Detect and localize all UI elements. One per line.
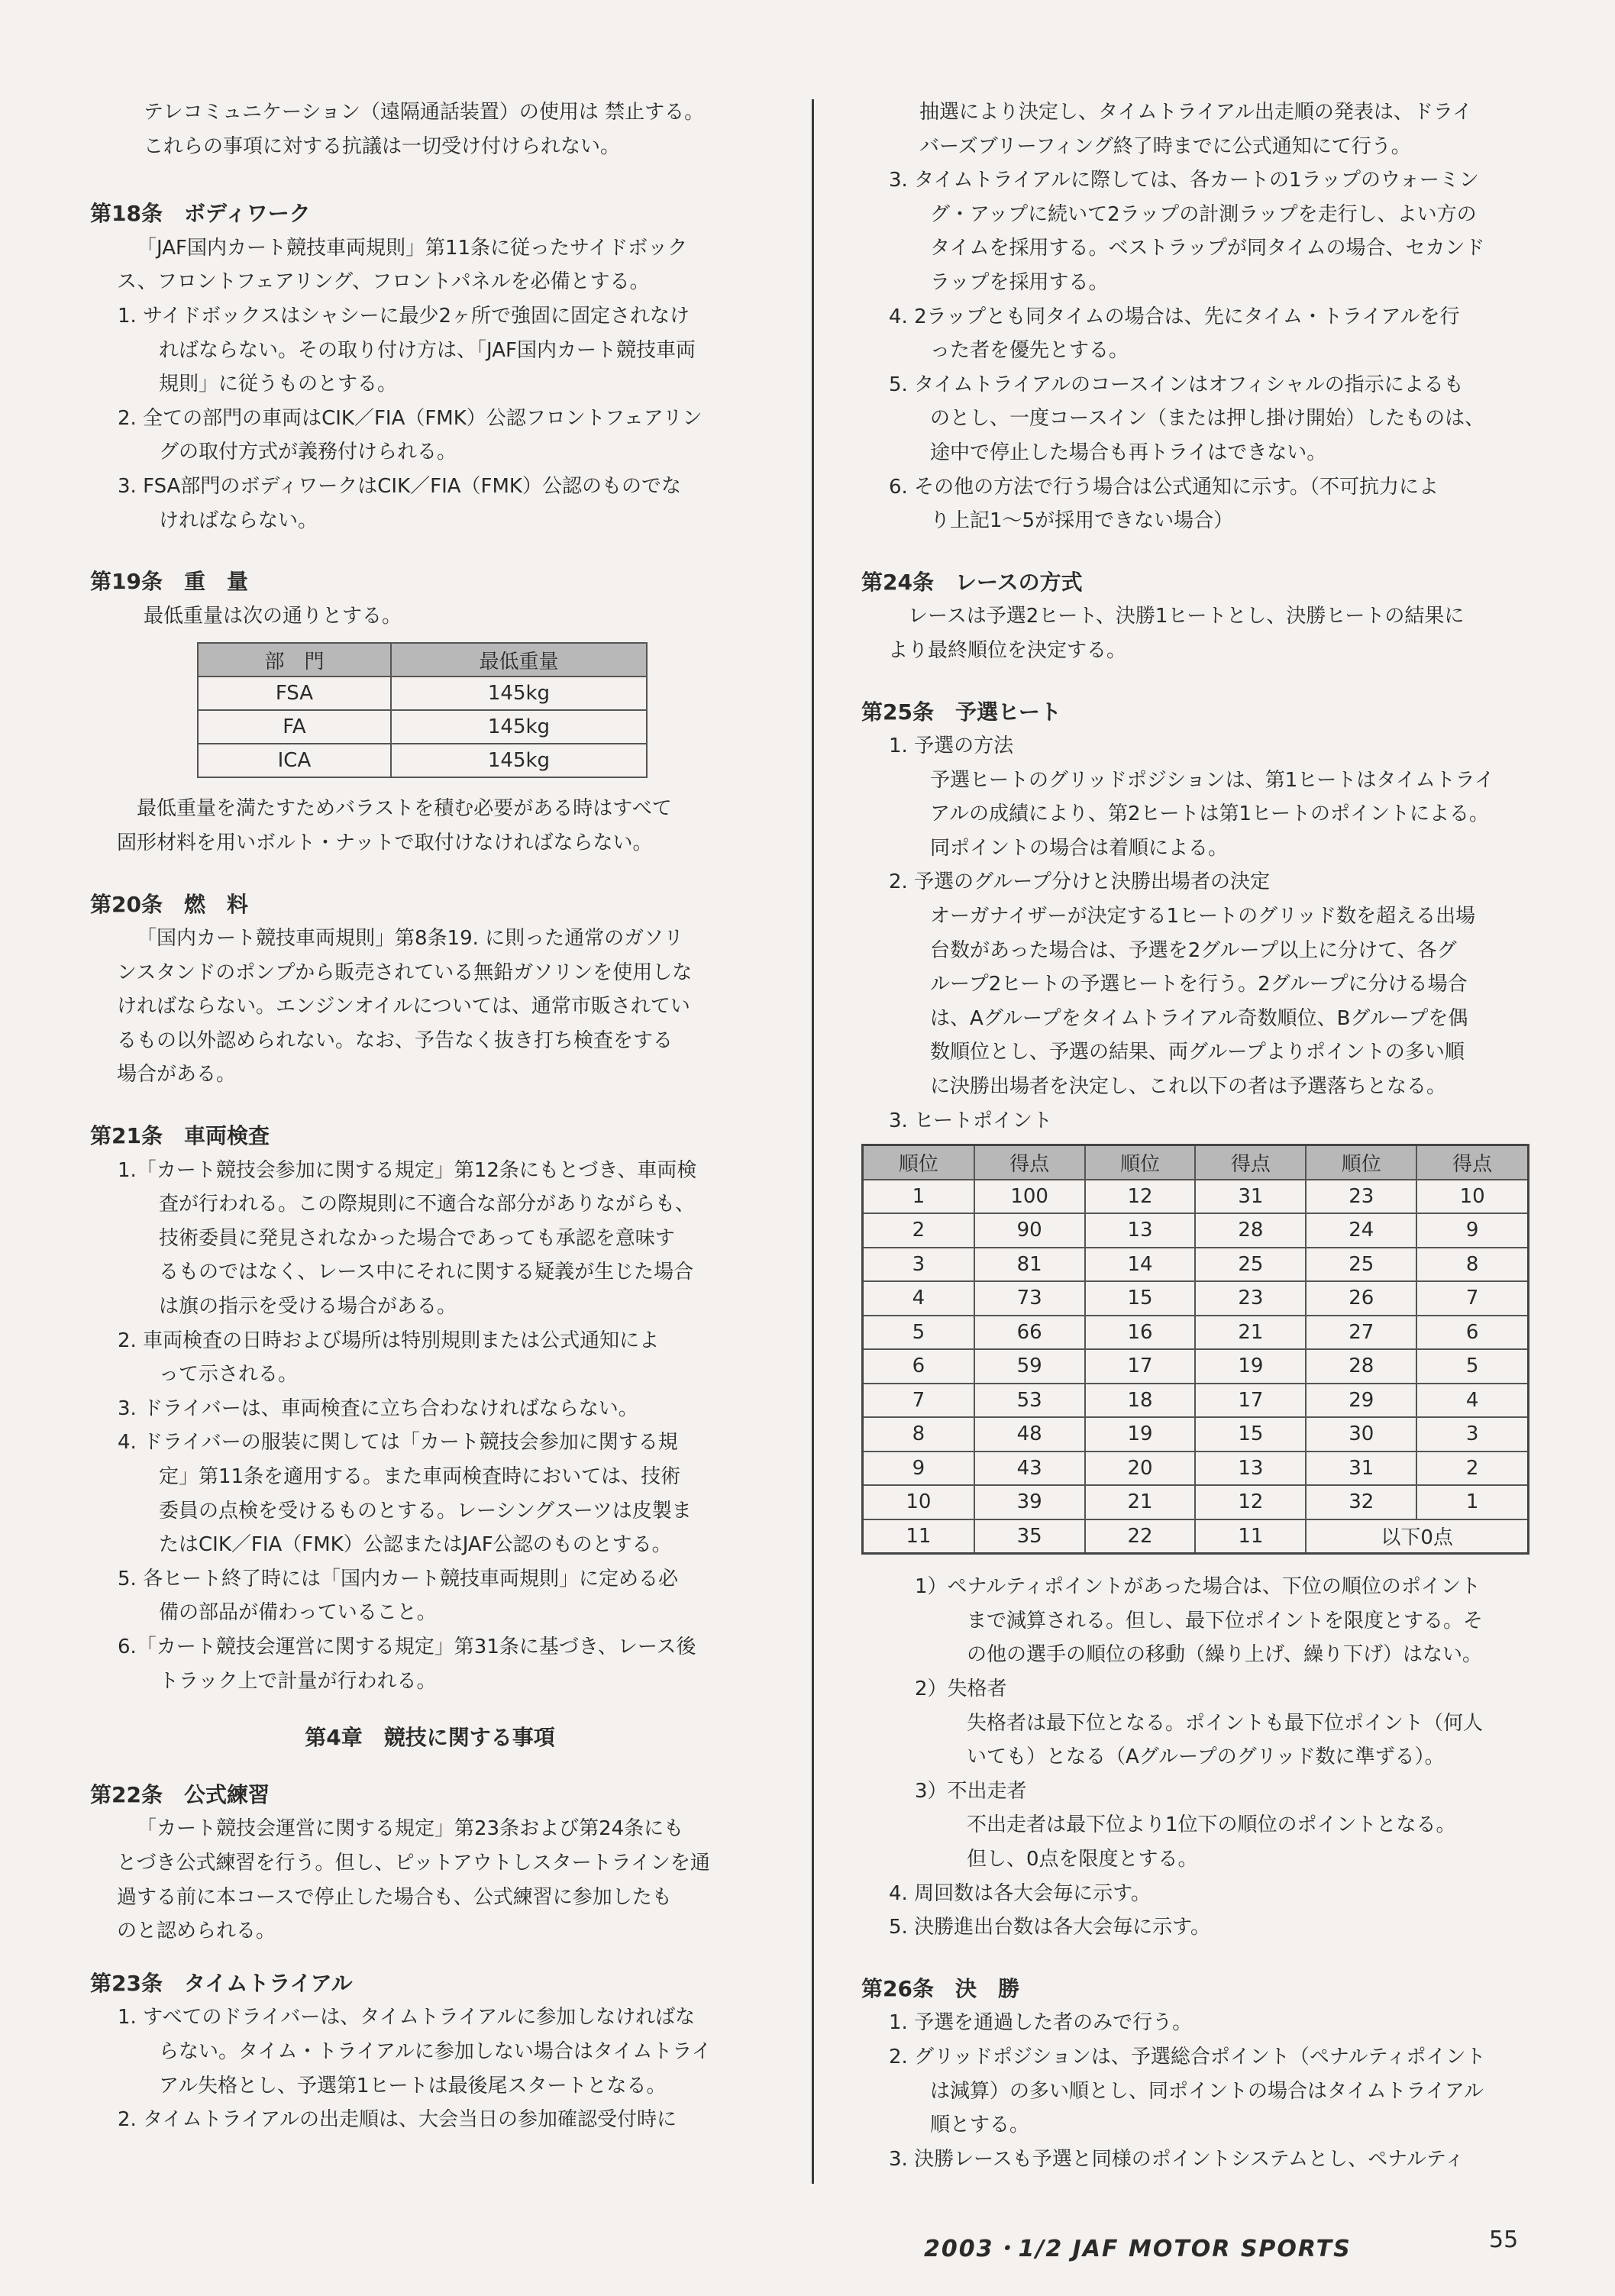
table-row xyxy=(863,1417,1529,1452)
table-cell: 145kg xyxy=(391,744,647,777)
text-line: 場合がある。 xyxy=(117,1063,237,1087)
table-cell: 31 xyxy=(1195,1180,1306,1214)
table-cell: 66 xyxy=(974,1316,1085,1350)
article-21-title: 第21条 車両検査 xyxy=(90,1123,270,1149)
table-cell: 15 xyxy=(1195,1417,1306,1452)
list-item: 3. タイムトライアルに際しては、各カートの1ラップのウォーミン xyxy=(889,169,1479,192)
table-cell: 28 xyxy=(1306,1349,1416,1384)
text-line: は旗の指示を受ける場合がある。 xyxy=(159,1295,457,1319)
article-20-title: 第20条 燃 料 xyxy=(90,891,248,917)
text-line: ければならない。エンジンオイルについては、通常市販されてい xyxy=(117,995,690,1019)
table-cell: 12 xyxy=(1085,1180,1196,1214)
text-line: 最低重量を満たすためバラストを積む必要がある時はすべて xyxy=(137,797,672,821)
text-line: バーズブリーフィング終了時までに公式通知にて行う。 xyxy=(919,134,1411,158)
text-line: より最終順位を決定する。 xyxy=(888,638,1127,662)
table-cell: 48 xyxy=(974,1417,1085,1452)
table-header: 最低重量 xyxy=(391,643,647,677)
table-cell: 18 xyxy=(1085,1384,1196,1418)
text-line: 但し、0点を限度とする。 xyxy=(967,1847,1198,1871)
table-cell: 27 xyxy=(1306,1316,1416,1350)
right-column xyxy=(861,95,1533,2176)
text-line: のと認められる。 xyxy=(117,1920,276,1943)
text-line: 途中で停止した場合も再トライはできない。 xyxy=(930,441,1327,464)
list-item: 1. 予選の方法 xyxy=(889,735,1014,758)
text-line: 技術委員に発見されなかった場合であっても承認を意味す xyxy=(159,1226,675,1250)
table-row xyxy=(863,1349,1529,1384)
table-cell: 以下0点 xyxy=(1306,1519,1528,1554)
text-line: のとし、一度コースイン（または押し掛け開始）したものは、 xyxy=(930,407,1485,431)
text-line: って示される。 xyxy=(159,1363,299,1387)
text-line: は、Aグループをタイムトライアル奇数順位、Bグループを偶 xyxy=(930,1006,1468,1030)
weight-table xyxy=(197,642,648,778)
table-cell: 53 xyxy=(974,1384,1085,1418)
text-line: 数順位とし、予選の結果、両グループよりポイントの多い順 xyxy=(930,1041,1465,1064)
table-cell: 24 xyxy=(1306,1213,1416,1248)
list-item: 2. 車両検査の日時および場所は特別規則または公式通知によ xyxy=(118,1329,660,1352)
article-18-title: 第18条 ボディワーク xyxy=(90,201,311,227)
table-row xyxy=(863,1519,1529,1554)
text-line: 不出走者は最下位より1位下の順位のポイントとなる。 xyxy=(967,1813,1456,1837)
text-line: トラック上で計量が行われる。 xyxy=(159,1669,437,1693)
list-item: 3. FSA部門のボディワークはCIK／FIA（FMK）公認のものでな xyxy=(118,474,681,498)
table-row xyxy=(863,1384,1529,1418)
table-cell: 7 xyxy=(863,1384,974,1418)
table-cell: 1 xyxy=(1416,1485,1528,1519)
table-cell: 7 xyxy=(1416,1281,1528,1316)
left-column xyxy=(90,95,770,2137)
text-line: これらの事項に対する抗議は一切受け付けられない。 xyxy=(144,134,621,158)
table-cell: 59 xyxy=(974,1349,1085,1384)
table-header: 得点 xyxy=(1195,1145,1306,1180)
text-line: オーガナイザーが決定する1ヒートのグリッド数を超える出場 xyxy=(930,905,1476,928)
table-cell: 100 xyxy=(974,1180,1085,1214)
list-item: 4. 周回数は各大会毎に示す。 xyxy=(889,1881,1151,1905)
text-line: に決勝出場者を決定し、これ以下の者は予選落ちとなる。 xyxy=(930,1075,1447,1099)
table-cell: 4 xyxy=(1416,1384,1528,1418)
table-cell: 17 xyxy=(1085,1349,1196,1384)
table-cell: 22 xyxy=(1085,1519,1196,1554)
table-cell: 13 xyxy=(1195,1452,1306,1486)
table-cell: 17 xyxy=(1195,1384,1306,1418)
list-item: 2. 全ての部門の車両はCIK／FIA（FMK）公認フロントフェアリン xyxy=(118,406,703,430)
text-line: ラップを採用する。 xyxy=(930,270,1109,294)
text-line: テレコミュニケーション（遠隔通話装置）の使用は 禁止する。 xyxy=(144,101,705,124)
list-item: 3. 決勝レースも予選と同様のポイントシステムとし、ペナルティ xyxy=(889,2147,1465,2171)
table-cell: 9 xyxy=(863,1452,974,1486)
text-line: とづき公式練習を行う。但し、ピットアウトしスタートラインを通 xyxy=(117,1851,710,1875)
text-line: グ・アップに続いて2ラップの計測ラップを走行し、よい方の xyxy=(930,202,1477,226)
text-line: ければならない。 xyxy=(159,509,318,532)
text-line: ればならない。その取り付け方は、「JAF国内カート競技車両 xyxy=(159,338,696,362)
text-line: の他の選手の順位の移動（繰り上げ、繰り下げ）はない。 xyxy=(967,1643,1482,1667)
table-cell: 13 xyxy=(1085,1213,1196,1248)
list-item: 2. 予選のグループ分けと決勝出場者の決定 xyxy=(889,870,1270,894)
table-cell: 35 xyxy=(974,1519,1085,1554)
table-cell: 2 xyxy=(1416,1452,1528,1486)
table-cell: 8 xyxy=(1416,1248,1528,1282)
table-row xyxy=(863,1248,1529,1282)
table-row xyxy=(198,710,647,744)
table-cell: 25 xyxy=(1306,1248,1416,1282)
text-line: 順とする。 xyxy=(930,2114,1030,2137)
table-cell: 5 xyxy=(863,1316,974,1350)
text-line: った者を優先とする。 xyxy=(930,339,1129,363)
table-row xyxy=(863,1485,1529,1519)
column-divider xyxy=(812,99,814,2184)
table-row xyxy=(863,1316,1529,1350)
table-header: 順位 xyxy=(1085,1145,1196,1180)
text-line: 「国内カート競技車両規則」第8条19. に則った通常のガソリ xyxy=(137,927,684,951)
table-cell: 90 xyxy=(974,1213,1085,1248)
table-cell: 11 xyxy=(863,1519,974,1554)
table-cell: 3 xyxy=(863,1248,974,1282)
table-cell: 32 xyxy=(1306,1485,1416,1519)
article-24-title: 第24条 レースの方式 xyxy=(861,569,1083,595)
table-cell: 6 xyxy=(1416,1316,1528,1350)
text-line: 同ポイントの場合は着順による。 xyxy=(930,836,1229,860)
table-header: 順位 xyxy=(1306,1145,1416,1180)
table-cell: 29 xyxy=(1306,1384,1416,1418)
article-26-title: 第26条 決 勝 xyxy=(861,1975,1019,2001)
table-header: 部 門 xyxy=(198,643,391,677)
article-25-title: 第25条 予選ヒート xyxy=(861,699,1061,725)
list-item: 6.「カート競技会運営に関する規定」第31条に基づき、レース後 xyxy=(118,1635,696,1658)
article-22-title: 第22条 公式練習 xyxy=(90,1781,270,1807)
table-cell: 25 xyxy=(1195,1248,1306,1282)
table-cell: 11 xyxy=(1195,1519,1306,1554)
table-cell: 145kg xyxy=(391,677,647,710)
text-line: るもの以外認められない。なお、予告なく抜き打ち検査をする xyxy=(117,1029,673,1052)
text-line: 失格者は最下位となる。ポイントも最下位ポイント（何人 xyxy=(967,1711,1484,1735)
text-line: 最低重量は次の通りとする。 xyxy=(144,604,402,628)
table-cell: 1 xyxy=(863,1180,974,1214)
list-item: 3. ヒートポイント xyxy=(889,1109,1053,1132)
table-cell: 2 xyxy=(863,1213,974,1248)
table-cell: 73 xyxy=(974,1281,1085,1316)
table-cell: 26 xyxy=(1306,1281,1416,1316)
table-cell: 30 xyxy=(1306,1417,1416,1452)
table-cell: 145kg xyxy=(391,710,647,744)
heat-points-table xyxy=(861,1144,1529,1555)
table-header: 順位 xyxy=(863,1145,974,1180)
list-item: 1. 予選を通過した者のみで行う。 xyxy=(889,2011,1193,2035)
text-line: 過する前に本コースで停止した場合も、公式練習に参加したも xyxy=(117,1885,672,1909)
table-cell: 43 xyxy=(974,1452,1085,1486)
list-item: 6. その他の方法で行う場合は公式通知に示す。（不可抗力によ xyxy=(889,475,1439,499)
text-line: 備の部品が備わっていること。 xyxy=(159,1601,437,1625)
text-line: アルの成績により、第2ヒートは第1ヒートのポイントによる。 xyxy=(930,802,1489,826)
table-cell: 3 xyxy=(1416,1417,1528,1452)
table-cell: 39 xyxy=(974,1485,1085,1519)
table-cell: ICA xyxy=(198,744,391,777)
list-item: 2. グリッドポジションは、予選総合ポイント（ペナルティポイント xyxy=(889,2045,1486,2068)
text-line: 台数があった場合は、予選を2グループ以上に分けて、各グ xyxy=(930,938,1457,962)
text-line: 「JAF国内カート競技車両規則」第11条に従ったサイドボック xyxy=(137,236,688,260)
table-cell: 10 xyxy=(1416,1180,1528,1214)
table-cell: 21 xyxy=(1195,1316,1306,1350)
table-cell: 10 xyxy=(863,1485,974,1519)
magazine-footer: 2003・1/2 JAF MOTOR SPORTS xyxy=(924,2236,1352,2262)
text-line: ス、フロントフェアリング、フロントパネルを必備とする。 xyxy=(117,270,650,294)
table-row xyxy=(863,1281,1529,1316)
table-header: 得点 xyxy=(974,1145,1085,1180)
list-item: 1）ペナルティポイントがあった場合は、下位の順位のポイント xyxy=(915,1575,1481,1599)
text-line: 固形材料を用いボルト・ナットで取付けなければならない。 xyxy=(117,831,653,854)
article-19-title: 第19条 重 量 xyxy=(90,569,248,595)
text-line: グの取付方式が義務付けられる。 xyxy=(159,441,457,464)
table-cell: 20 xyxy=(1085,1452,1196,1486)
list-item: 1. サイドボックスはシャシーに最少2ヶ所で強固に固定されなけ xyxy=(118,304,690,328)
text-line: り上記1〜5が採用できない場合） xyxy=(930,509,1234,533)
text-line: いても）となる（Aグループのグリッド数に準ずる）。 xyxy=(967,1745,1445,1769)
table-cell: 6 xyxy=(863,1349,974,1384)
article-23-title: 第23条 タイムトライアル xyxy=(90,1970,353,1996)
list-item: 4. ドライバーの服装に関しては「カート競技会参加に関する規 xyxy=(118,1431,678,1455)
text-line: タイムを採用する。ベストラップが同タイムの場合、セカンド xyxy=(930,237,1485,260)
table-row xyxy=(198,677,647,710)
chapter-title: 第4章 競技に関する事項 xyxy=(305,1725,555,1751)
text-line: たはCIK／FIA（FMK）公認またはJAF公認のものとする。 xyxy=(159,1533,672,1557)
table-cell: FA xyxy=(198,710,391,744)
table-cell: 5 xyxy=(1416,1349,1528,1384)
list-item: 5. 各ヒート終了時には「国内カート競技車両規則」に定める必 xyxy=(118,1567,679,1590)
table-row xyxy=(863,1180,1529,1214)
table-cell: 23 xyxy=(1306,1180,1416,1214)
text-line: ンスタンドのポンプから販売されている無鉛ガソリンを使用しな xyxy=(117,961,693,984)
text-line: 査が行われる。この際規則に不適合な部分がありながらも、 xyxy=(159,1193,696,1216)
text-line: アル失格とし、予選第1ヒートは最後尾スタートとなる。 xyxy=(159,2074,667,2097)
text-line: は減算）の多い順とし、同ポイントの場合はタイムトライアル xyxy=(930,2079,1484,2103)
text-line: ループ2ヒートの予選ヒートを行う。2グループに分ける場合 xyxy=(930,973,1468,996)
list-item: 3. ドライバーは、車両検査に立ち合わなければならない。 xyxy=(118,1397,638,1420)
table-cell: 28 xyxy=(1195,1213,1306,1248)
text-line: るものではなく、レース中にそれに関する疑義が生じた場合 xyxy=(159,1261,694,1284)
list-item: 5. タイムトライアルのコースインはオフィシャルの指示によるも xyxy=(889,373,1464,396)
text-line: らない。タイム・トライアルに参加しない場合はタイムトライ xyxy=(159,2039,712,2063)
table-cell: 19 xyxy=(1195,1349,1306,1384)
list-item: 4. 2ラップとも同タイムの場合は、先にタイム・トライアルを行 xyxy=(889,305,1460,328)
table-cell: 23 xyxy=(1195,1281,1306,1316)
text-line: まで減算される。但し、最下位ポイントを限度とする。そ xyxy=(967,1609,1484,1632)
text-line: レースは予選2ヒート、決勝1ヒートとし、決勝ヒートの結果に xyxy=(908,605,1465,628)
table-cell: FSA xyxy=(198,677,391,710)
text-line: 規則」に従うものとする。 xyxy=(159,373,398,396)
list-item: 1. すべてのドライバーは、タイムトライアルに参加しなければな xyxy=(118,2006,696,2030)
text-line: 抽選により決定し、タイムトライアル出走順の発表は、ドライ xyxy=(919,101,1473,124)
list-item: 2）失格者 xyxy=(915,1678,1007,1700)
table-row xyxy=(198,744,647,777)
list-item: 1.「カート競技会参加に関する規定」第12条にもとづき、車両検 xyxy=(118,1158,697,1182)
text-line: 「カート競技会運営に関する規定」第23条および第24条にも xyxy=(137,1817,684,1841)
table-cell: 14 xyxy=(1085,1248,1196,1282)
list-item: 3）不出走者 xyxy=(915,1779,1027,1803)
table-cell: 31 xyxy=(1306,1452,1416,1486)
table-cell: 4 xyxy=(863,1281,974,1316)
table-cell: 15 xyxy=(1085,1281,1196,1316)
table-cell: 19 xyxy=(1085,1417,1196,1452)
page-number: 55 xyxy=(1489,2227,1519,2253)
table-row xyxy=(863,1213,1529,1248)
table-header: 得点 xyxy=(1416,1145,1528,1180)
text-line: 定」第11条を適用する。また車両検査時においては、技術 xyxy=(159,1465,681,1488)
table-cell: 81 xyxy=(974,1248,1085,1282)
table-row xyxy=(863,1452,1529,1486)
table-cell: 9 xyxy=(1416,1213,1528,1248)
table-cell: 16 xyxy=(1085,1316,1196,1350)
text-line: 委員の点検を受けるものとする。レーシングスーツは皮製ま xyxy=(159,1499,692,1523)
list-item: 5. 決勝進出台数は各大会毎に示す。 xyxy=(889,1916,1210,1939)
table-cell: 21 xyxy=(1085,1485,1196,1519)
list-item: 2. タイムトライアルの出走順は、大会当日の参加確認受付時に xyxy=(118,2108,677,2132)
text-line: 予選ヒートのグリッドポジションは、第1ヒートはタイムトライ xyxy=(930,768,1494,792)
table-cell: 12 xyxy=(1195,1485,1306,1519)
table-cell: 8 xyxy=(863,1417,974,1452)
